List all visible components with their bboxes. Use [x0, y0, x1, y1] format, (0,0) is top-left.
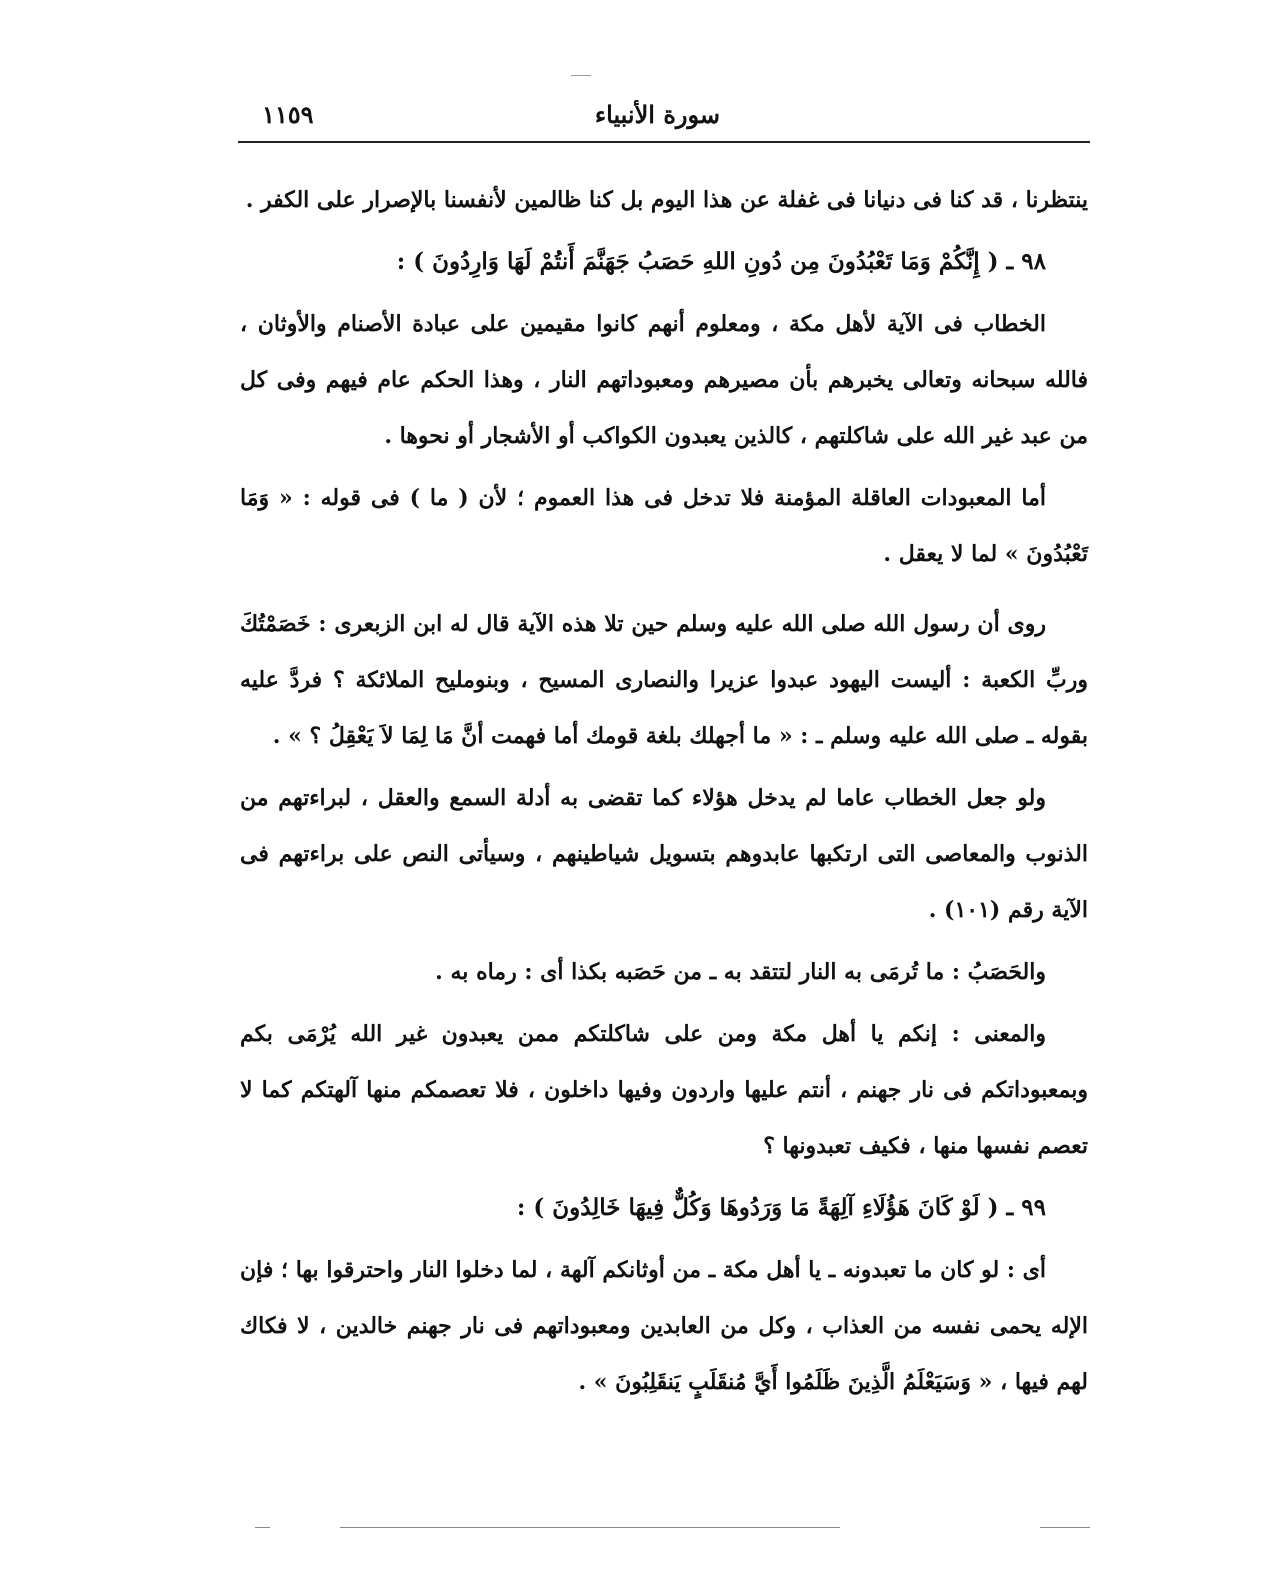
bottom-mark-right — [1040, 1527, 1090, 1528]
paragraph-verse-99-explanation: أى : لو كان ما تعبدونه ـ يا أهل مكة ـ من أوثانكم آلهة ، لما دخلوا النار واحترقوا بها ؛ فإن الإله يحمى نفسه من العذاب ، وكل من العابدين ومعبوداتهم فى نار جهنم خالدين ، لا فكاك لهم فيها ، « وَسَيَعْلَمُ الَّذِينَ ظَلَمُوا أَيَّ مُنقَلَبٍ يَنقَلِبُونَ » . — [240, 1257, 1088, 1395]
paragraph-rational-beings: أما المعبودات العاقلة المؤمنة فلا تدخل فى هذا العموم ؛ لأن ( ما ) فى قوله : « وَمَا تَعْبُدُونَ » لما لا يعقل . — [240, 485, 1088, 567]
paragraph-general-address: ولو جعل الخطاب عاما لم يدخل هؤلاء كما تقضى به أدلة السمع والعقل ، لبراءتهم من الذنوب والمعاصى التى ارتكبها عابدوهم بتسويل شياطينهم ، وسيأتى النص على براءتهم فى الآية رقم (١٠١) . — [240, 785, 1088, 923]
paragraph-hasab-definition: والحَصَبُ : ما تُرمَى به النار لتتقد به ـ من حَصَبه بكذا أى : رماه به . — [435, 959, 1046, 985]
bottom-rule — [340, 1527, 840, 1528]
bottom-mark-left — [255, 1527, 270, 1528]
top-mark — [571, 75, 591, 76]
page-number: ١١٥٩ — [262, 100, 314, 129]
header-divider — [238, 141, 1090, 143]
page-body — [240, 172, 1088, 1410]
paragraph-meaning: والمعنى : إنكم يا أهل مكة ومن على شاكلتكم ممن يعبدون غير الله يُرْمَى بكم وبمعبوداتكم فى نار جهنم ، أنتم عليها واردون وفيها داخلون ، فلا تعصمكم منها آلهتكم كما لا تعصم نفسها منها ، فكيف تعبدونها ؟ — [240, 1021, 1088, 1159]
paragraph-verse-98-explanation: الخطاب فى الآية لأهل مكة ، ومعلوم أنهم كانوا مقيمين على عبادة الأصنام والأوثان ، فالله سبحانه وتعالى يخبرهم بأن مصيرهم ومعبوداتهم النار ، وهذا الحكم عام فيهم وفى كل من عبد غير الله على شاكلتهم ، كالذين يعبدون الكواكب أو الأشجار أو نحوها . — [240, 311, 1088, 449]
verse-98-heading: ٩٨ ـ ( إِنَّكُمْ وَمَا تَعْبُدُونَ مِن دُونِ اللهِ حَصَبُ جَهَنَّمَ أَنتُمْ لَهَا وَارِدُونَ ) : — [396, 248, 1046, 275]
paragraph-continuation: ينتظرنا ، قد كنا فى دنيانا فى غفلة عن هذا اليوم بل كنا ظالمين لأنفسنا بالإصرار على الكفر . — [245, 187, 1088, 213]
surah-title: سورة الأنبياء — [594, 100, 720, 129]
verse-99-heading: ٩٩ ـ ( لَوْ كَانَ هَؤُلَاءِ آلِهَةً مَا وَرَدُوهَا وَكُلٌّ فِيهَا خَالِدُونَ ) : — [516, 1194, 1046, 1221]
page-header — [240, 100, 1090, 138]
paragraph-narration: روى أن رسول الله صلى الله عليه وسلم حين تلا هذه الآية قال له ابن الزبعرى : خَصَمْتُكَ وربِّ الكعبة : أليست اليهود عبدوا عزيرا والنصارى المسيح ، وبنومليح الملائكة ؟ فردَّ عليه بقوله ـ صلى الله عليه وسلم ـ : « ما أجهلك بلغة قومك أما فهمت أنَّ مَا لِمَا لاَ يَعْقِلُ ؟ » . — [240, 611, 1088, 749]
